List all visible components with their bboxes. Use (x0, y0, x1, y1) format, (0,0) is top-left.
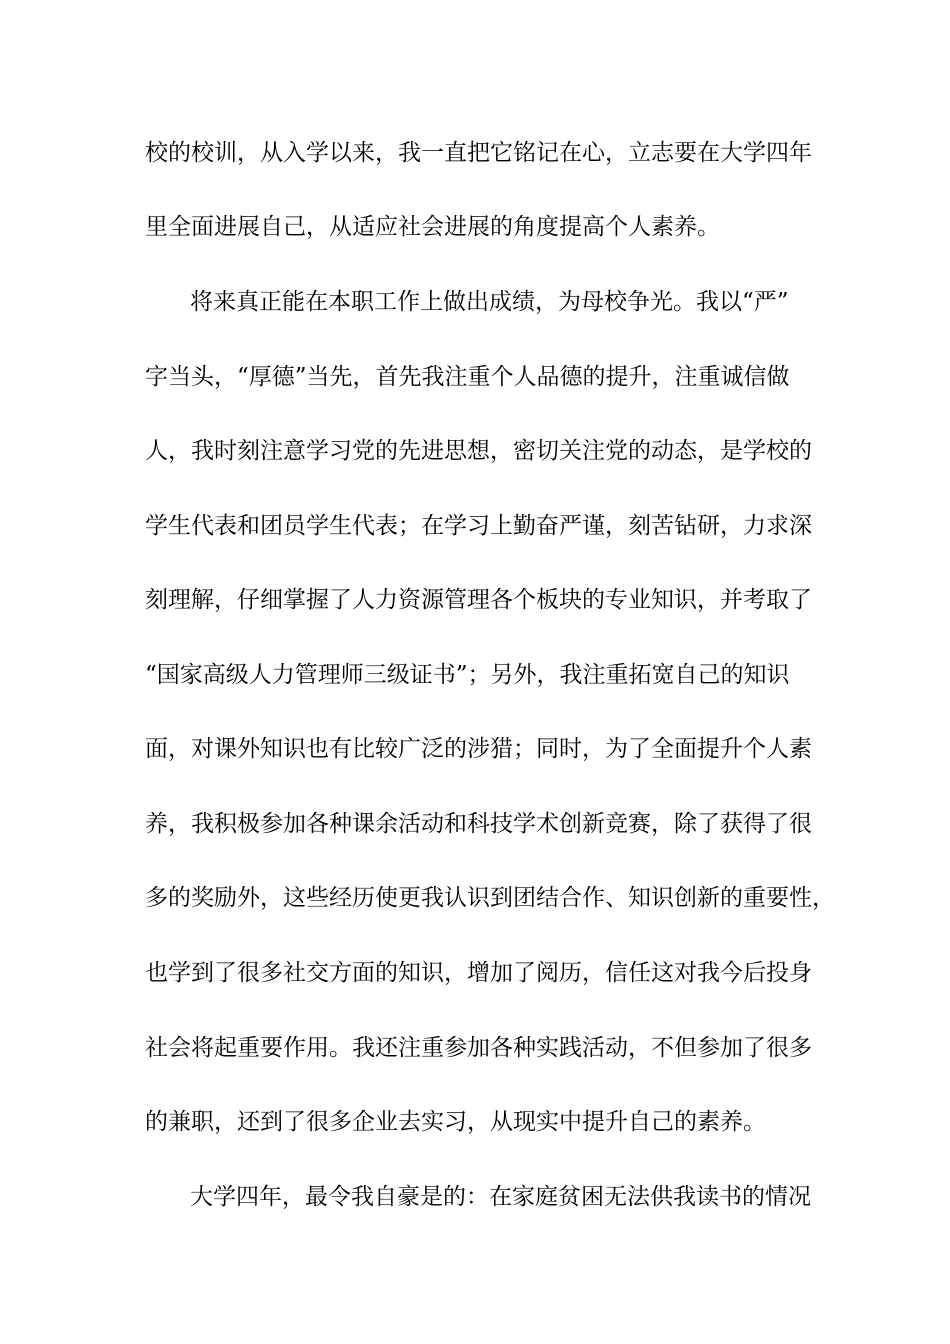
text-line-6: 学生代表和团员学生代表；在学习上勤奋严谨，刻苦钻研，力求深 (145, 513, 812, 539)
text-line-14: 的兼职，还到了很多企业去实习，从现实中提升自己的素养。 (145, 1109, 766, 1135)
text-line-11: 多的奖励外，这些经历使更我认识到团结合作、知识创新的重要性， (145, 885, 835, 911)
text-line-15: 大学四年，最令我自豪是的：在家庭贫困无法供我读书的情况 (190, 1184, 811, 1210)
text-line-5: 人，我时刻注意学习党的先进思想，密切关注党的动态，是学校的 (145, 438, 812, 464)
text-line-7: 刻理解，仔细掌握了人力资源管理各个板块的专业知识，并考取了 (145, 587, 812, 613)
text-line-12: 也学到了很多社交方面的知识，增加了阅历，信任这对我今后投身 (145, 960, 812, 986)
text-line-13: 社会将起重要作用。我还注重参加各种实践活动，不但参加了很多 (145, 1035, 812, 1061)
text-line-3: 将来真正能在本职工作上做出成绩，为母校争光。我以“严” (190, 289, 789, 315)
text-line-9: 面，对课外知识也有比较广泛的涉猎；同时，为了全面提升个人素 (145, 736, 812, 762)
text-line-8: “国家高级人力管理师三级证书”；另外，我注重拓宽自己的知识 (145, 662, 790, 688)
text-line-4: 字当头，“厚德”当先，首先我注重个人品德的提升，注重诚信做 (145, 364, 790, 390)
text-line-10: 养，我积极参加各种课余活动和科技学术创新竞赛，除了获得了很 (145, 811, 812, 837)
text-line-1: 校的校训，从入学以来，我一直把它铭记在心，立志要在大学四年 (145, 140, 812, 166)
text-line-2: 里全面进展自己，从适应社会进展的角度提高个人素养。 (145, 214, 720, 240)
